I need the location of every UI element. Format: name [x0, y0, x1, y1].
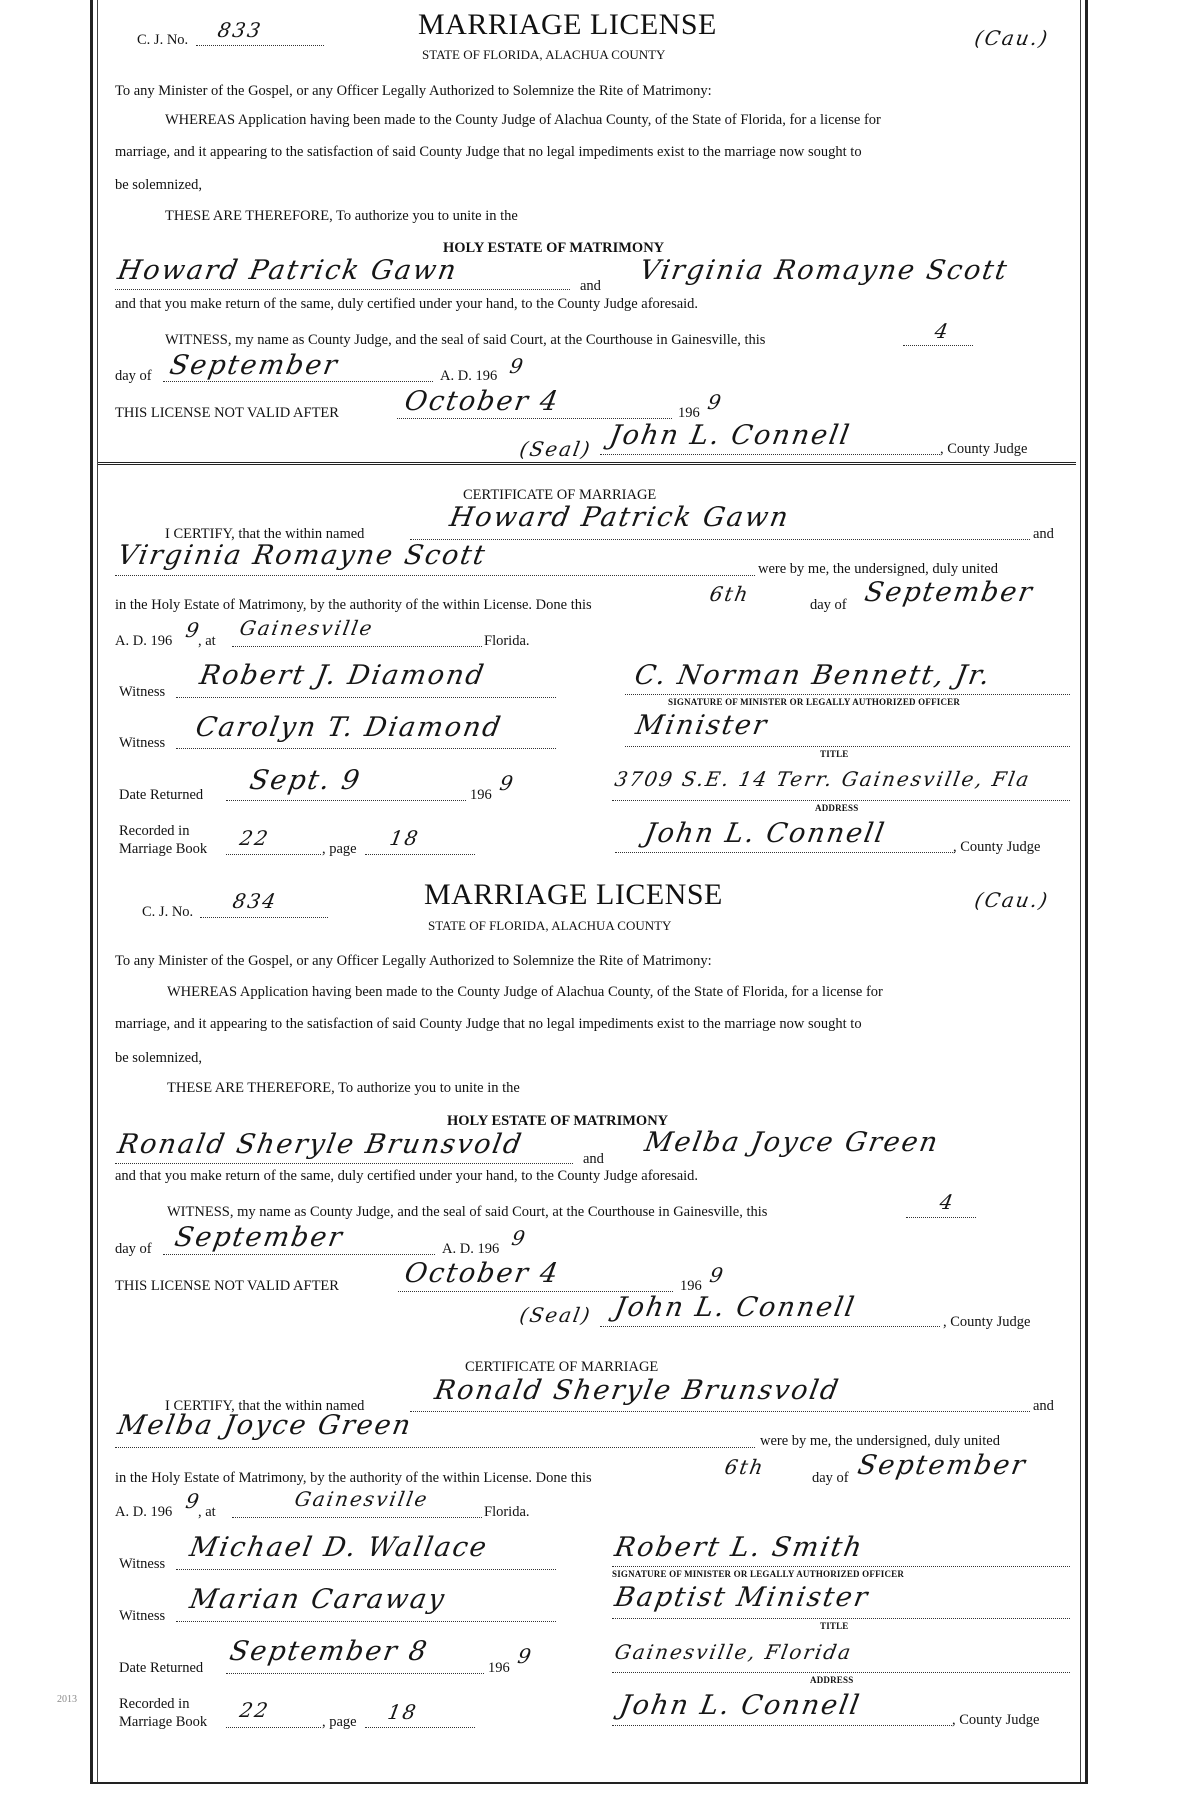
not-valid-year-digit: 9	[705, 390, 725, 414]
date-returned-year-digit: 9	[515, 1644, 535, 1668]
not-valid-date: October 4	[402, 386, 563, 417]
groom-name: Ronald Sheryle Brunsvold	[115, 1129, 526, 1160]
record-signature: John L. Connell	[617, 1690, 864, 1721]
license-title: MARRIAGE LICENSE	[418, 8, 717, 41]
return-line: and that you make return of the same, duly certified under your hand, to the County Judge aforesaid.	[115, 296, 699, 312]
day-number: 4	[932, 319, 952, 343]
title-caption: TITLE	[820, 749, 849, 759]
page-label: , page	[322, 1714, 357, 1730]
witness-line: WITNESS, my name as County Judge, and the seal of said Court, at the Courthouse in Gainesville, this	[167, 1204, 768, 1220]
bride-name: Melba Joyce Green	[642, 1127, 942, 1158]
cert-holy: in the Holy Estate of Matrimony, by the authority of the within License. Done this	[115, 597, 592, 613]
cert-year-digit: 9	[183, 618, 203, 642]
witness-2-label: Witness	[119, 735, 166, 751]
holy-estate-heading: HOLY ESTATE OF MATRIMONY	[443, 240, 665, 256]
county-judge-label: , County Judge	[940, 441, 1028, 457]
day-number: 4	[937, 1190, 957, 1214]
seal-mark: (Seal)	[517, 1303, 594, 1327]
address-line: To any Minister of the Gospel, or any Officer Legally Authorized to Solemnize the Rite of Matrimony:	[115, 953, 712, 969]
marriage-book-label: Marriage Book	[119, 1714, 208, 1730]
cert-at: , at	[198, 1504, 216, 1520]
cj-number: 834	[230, 889, 280, 913]
watermark-text: 2013	[57, 1694, 77, 1705]
officiant-caption: SIGNATURE OF MINISTER OR LEGALLY AUTHORIZED OFFICER	[612, 1569, 905, 1579]
date-returned-label: Date Returned	[119, 1660, 204, 1676]
not-valid-date: October 4	[402, 1258, 563, 1289]
ad-label: A. D. 196	[440, 368, 498, 384]
cj-number: 833	[215, 18, 265, 42]
cert-groom: Ronald Sheryle Brunsvold	[432, 1375, 843, 1406]
date-returned: Sept. 9	[247, 765, 364, 796]
and-label: and	[580, 278, 601, 294]
cert-holy: in the Holy Estate of Matrimony, by the authority of the within License. Done this	[115, 1470, 592, 1486]
seal-mark: (Seal)	[517, 437, 594, 461]
witness-1-label: Witness	[119, 1556, 166, 1572]
witness-2-signature: Marian Caraway	[187, 1584, 449, 1615]
not-valid-year-label: 196	[680, 1278, 702, 1294]
therefore-line: THESE ARE THEREFORE, To authorize you to unite in the	[165, 208, 518, 224]
cert-place: Gainesville	[237, 616, 376, 640]
not-valid-year-digit: 9	[707, 1263, 727, 1287]
page-label: , page	[322, 841, 357, 857]
witness-1-label: Witness	[119, 684, 166, 700]
recorded-in-label: Recorded in	[119, 823, 190, 839]
issue-month: September	[172, 1222, 347, 1253]
date-returned-year-digit: 9	[497, 771, 517, 795]
marriage-book-label: Marriage Book	[119, 841, 208, 857]
and-label: and	[583, 1151, 604, 1167]
cert-florida: Florida.	[484, 1504, 530, 1520]
cert-and: and	[1033, 526, 1054, 542]
cert-at: , at	[198, 633, 216, 649]
section-divider	[98, 462, 1076, 465]
officiant-address: 3709 S.E. 14 Terr. Gainesville, Fla	[612, 767, 1033, 791]
whereas-line-3: be solemnized,	[115, 177, 202, 193]
return-line: and that you make return of the same, duly certified under your hand, to the County Judge aforesaid.	[115, 1168, 699, 1184]
cert-day-of: day of	[810, 597, 847, 613]
day-of-label: day of	[115, 368, 152, 384]
issue-year-digit: 9	[507, 354, 527, 378]
license-subtitle: STATE OF FLORIDA, ALACHUA COUNTY	[422, 47, 666, 62]
bottom-border	[90, 1782, 1088, 1784]
therefore-line: THESE ARE THEREFORE, To authorize you to unite in the	[167, 1080, 520, 1096]
witness-2-label: Witness	[119, 1608, 166, 1624]
officiant-caption: SIGNATURE OF MINISTER OR LEGALLY AUTHORIZED OFFICER	[668, 697, 961, 707]
whereas-line-2: marriage, and it appearing to the satisfaction of said County Judge that no legal impediments exist to the marriage now sought to	[115, 1016, 862, 1032]
cert-were: were by me, the undersigned, duly united	[758, 561, 998, 577]
judge-signature: John L. Connell	[607, 420, 854, 451]
address-caption: ADDRESS	[810, 1675, 854, 1685]
date-returned-year-label: 196	[470, 787, 492, 803]
record-judge-label: , County Judge	[953, 839, 1041, 855]
whereas-line-1: WHEREAS Application having been made to the County Judge of Alachua County, of the State of Florida, for a license for	[165, 112, 881, 128]
officiant-address: Gainesville, Florida	[612, 1640, 855, 1664]
cert-and: and	[1033, 1398, 1054, 1414]
cert-ad: A. D. 196	[115, 1504, 173, 1520]
not-valid-label: THIS LICENSE NOT VALID AFTER	[115, 1278, 339, 1294]
bride-name: Virginia Romayne Scott	[637, 255, 1011, 286]
record-signature: John L. Connell	[642, 818, 889, 849]
cert-place: Gainesville	[292, 1487, 431, 1511]
cert-certify: I CERTIFY, that the within named	[165, 526, 365, 542]
whereas-line-3: be solemnized,	[115, 1050, 202, 1066]
date-returned-year-label: 196	[488, 1660, 510, 1676]
county-judge-label: , County Judge	[943, 1314, 1031, 1330]
officiant-signature: C. Norman Bennett, Jr.	[632, 660, 994, 691]
not-valid-year-label: 196	[678, 405, 700, 421]
cert-day-of: day of	[812, 1470, 849, 1486]
page-number: 18	[387, 826, 422, 850]
ad-label: A. D. 196	[442, 1241, 500, 1257]
witness-line: WITNESS, my name as County Judge, and the seal of said Court, at the Courthouse in Gainesville, this	[165, 332, 766, 348]
title-caption: TITLE	[820, 1621, 849, 1631]
cert-title: CERTIFICATE OF MARRIAGE	[463, 487, 657, 503]
issue-month: September	[167, 350, 342, 381]
witness-1-signature: Michael D. Wallace	[187, 1532, 491, 1563]
address-line: To any Minister of the Gospel, or any Officer Legally Authorized to Solemnize the Rite of Matrimony:	[115, 83, 712, 99]
whereas-line-2: marriage, and it appearing to the satisfaction of said County Judge that no legal impediments exist to the marriage now sought to	[115, 144, 862, 160]
judge-signature: John L. Connell	[612, 1292, 859, 1323]
corner-note: (Cau.)	[972, 26, 1052, 50]
cj-label: C. J. No.	[142, 904, 194, 920]
recorded-in-label: Recorded in	[119, 1696, 190, 1712]
witness-2-signature: Carolyn T. Diamond	[193, 712, 505, 743]
page-number: 18	[385, 1700, 420, 1724]
book-number: 22	[237, 1698, 272, 1722]
officiant-title: Baptist Minister	[612, 1582, 872, 1613]
license-title: MARRIAGE LICENSE	[424, 878, 723, 911]
cert-certify: I CERTIFY, that the within named	[165, 1398, 365, 1414]
cert-month: September	[862, 577, 1037, 608]
not-valid-label: THIS LICENSE NOT VALID AFTER	[115, 405, 339, 421]
cert-month: September	[855, 1450, 1030, 1481]
record-judge-label: , County Judge	[952, 1712, 1040, 1728]
cert-groom: Howard Patrick Gawn	[447, 502, 793, 533]
issue-year-digit: 9	[509, 1226, 529, 1250]
whereas-line-1: WHEREAS Application having been made to the County Judge of Alachua County, of the State of Florida, for a license for	[167, 984, 883, 1000]
cert-bride: Virginia Romayne Scott	[115, 540, 489, 571]
license-subtitle: STATE OF FLORIDA, ALACHUA COUNTY	[428, 918, 672, 933]
cj-label: C. J. No.	[137, 32, 189, 48]
cert-florida: Florida.	[484, 633, 530, 649]
officiant-title: Minister	[633, 710, 771, 741]
holy-estate-heading: HOLY ESTATE OF MATRIMONY	[447, 1113, 669, 1129]
date-returned: September 8	[227, 1636, 431, 1667]
cert-day: 6th	[722, 1455, 767, 1479]
cert-year-digit: 9	[183, 1489, 203, 1513]
address-caption: ADDRESS	[815, 803, 859, 813]
cert-bride: Melba Joyce Green	[115, 1410, 415, 1441]
cert-day: 6th	[707, 582, 752, 606]
book-number: 22	[237, 826, 272, 850]
groom-name: Howard Patrick Gawn	[115, 255, 461, 286]
corner-note: (Cau.)	[972, 888, 1052, 912]
witness-1-signature: Robert J. Diamond	[197, 660, 488, 691]
date-returned-label: Date Returned	[119, 787, 204, 803]
cert-title: CERTIFICATE OF MARRIAGE	[465, 1359, 659, 1375]
cert-were: were by me, the undersigned, duly united	[760, 1433, 1000, 1449]
cert-ad: A. D. 196	[115, 633, 173, 649]
officiant-signature: Robert L. Smith	[612, 1532, 866, 1563]
day-of-label: day of	[115, 1241, 152, 1257]
